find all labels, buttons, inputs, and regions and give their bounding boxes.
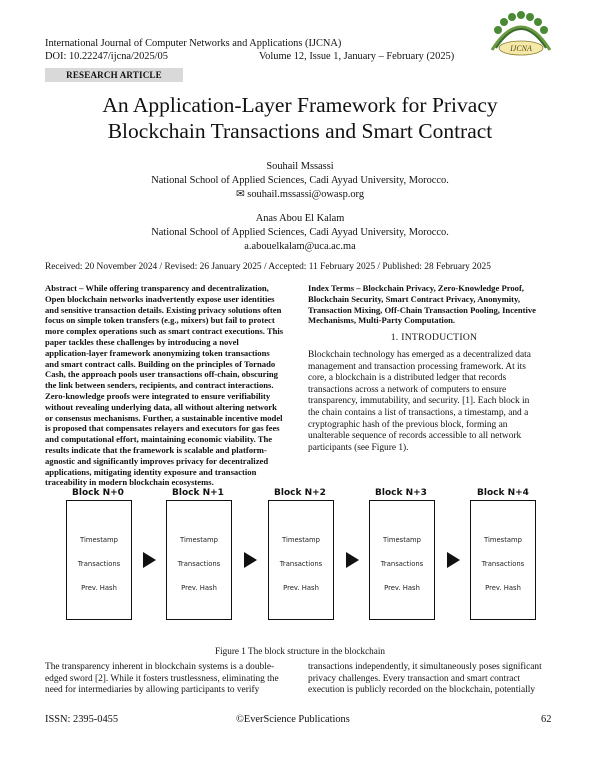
index-terms — [308, 283, 560, 326]
block-field-prev-hash: Prev. Hash — [81, 584, 117, 592]
block-box — [268, 500, 334, 620]
author-email[interactable]: a.abouelkalam@uca.ac.ma — [244, 241, 356, 252]
block-field-timestamp: Timestamp — [180, 536, 218, 544]
body-line: edged sword [2]. While it fosters trustlessness, eliminating the — [45, 673, 279, 684]
title-line: An Application-Layer Framework for Privacy — [102, 93, 498, 117]
author-affiliation: National School of Applied Sciences, Cadi Ayyad University, Morocco. — [151, 175, 449, 186]
block-field-transactions: Transactions — [177, 560, 221, 568]
index-terms-line: Transaction Mixing, Off-Chain Transaction Pooling, Incentive — [308, 304, 536, 315]
article-type-badge: RESEARCH ARTICLE — [45, 68, 183, 82]
author-block — [40, 212, 560, 254]
block-field-prev-hash: Prev. Hash — [485, 584, 521, 592]
index-terms-line: Mechanisms, Multi-Party Computation. — [308, 315, 456, 326]
figure-caption: Figure 1 The block structure in the blockchain — [214, 646, 385, 656]
block-box — [66, 500, 132, 620]
block-label: Block N+1 — [172, 488, 224, 498]
block-field-prev-hash: Prev. Hash — [283, 584, 319, 592]
block-label: Block N+2 — [274, 488, 326, 498]
block-field-timestamp: Timestamp — [282, 536, 320, 544]
block-field-timestamp: Timestamp — [484, 536, 522, 544]
block-field-transactions: Transactions — [380, 560, 424, 568]
intro-line: core, a blockchain is a distributed ledger that records — [308, 373, 507, 384]
arrow-right-icon — [244, 552, 257, 568]
block-box — [369, 500, 435, 620]
author-email-row — [40, 188, 560, 202]
doi: DOI: 10.22247/ijcna/2025/05 — [45, 51, 168, 62]
section-heading: 1. INTRODUCTION — [390, 332, 478, 343]
body-text-right — [308, 662, 560, 697]
block-field-prev-hash: Prev. Hash — [384, 584, 420, 592]
body-line: need for intermediaries by allowing participants to verify — [45, 685, 260, 696]
block-field-transactions: Transactions — [279, 560, 323, 568]
page-number: 62 — [541, 714, 552, 725]
abstract-line: focus on simple token transfers (e.g., mixers) but fail to protect — [45, 315, 275, 326]
footer-issn: ISSN: 2395-0455 — [45, 714, 119, 725]
paper-title — [40, 92, 560, 144]
index-terms-line: Blockchain Security, Smart Contract Privacy, Anonymity, — [308, 293, 520, 304]
index-terms-line: Index Terms – Blockchain Privacy, Zero-Knowledge Proof, — [308, 283, 524, 293]
intro-line: cryptographic hash of the previous block, forming an — [308, 419, 508, 430]
volume-issue: Volume 12, Issue 1, January – February (2025) — [259, 51, 455, 62]
intro-line: unalterable sequence of records accessible to all network — [308, 431, 522, 442]
title-line: Blockchain Transactions and Smart Contract — [107, 119, 493, 143]
arrow-right-icon — [143, 552, 156, 568]
intro-line: Blockchain technology has emerged as a decentralized data — [308, 350, 531, 360]
arrow-right-icon — [447, 552, 460, 568]
block-field-timestamp: Timestamp — [383, 536, 421, 544]
abstract-line: the link between senders, recipients, and contract interactions. — [45, 380, 274, 391]
abstract-line: traceability in modern blockchain ecosystems. — [45, 477, 214, 488]
author-block — [40, 160, 560, 202]
abstract-line: is proposed that compensates relayers and executors for gas fees — [45, 423, 280, 434]
block-label: Block N+0 — [72, 488, 124, 498]
block-field-timestamp: Timestamp — [80, 536, 118, 544]
abstract-line: paper tackles these challenges by introducing a novel — [45, 336, 239, 347]
abstract-line: applications, mitigating identity exposure and transaction — [45, 466, 257, 477]
abstract-line: and smart contract calls. Building on the principles of Tornado — [45, 358, 276, 369]
author-name: Souhail Mssassi — [266, 161, 334, 172]
abstract-line: Abstract – While offering transparency and decentralization, — [45, 283, 269, 293]
arrow-right-icon — [346, 552, 359, 568]
abstract-line: results indicate that the framework is scalable and platform- — [45, 444, 267, 455]
logo-text: IJCNA — [510, 44, 532, 53]
block-label: Block N+4 — [477, 488, 529, 498]
envelope-icon: ✉ — [235, 189, 245, 200]
publication-dates: Received: 20 November 2024 / Revised: 26 January 2025 / Accepted: 11 February 2025 / Published: 28 February 2025 — [45, 262, 491, 272]
body-line: execution is publicly recorded on the blockchain, potentially — [308, 685, 536, 696]
abstract-line: more complex operations such as smart contract executions. This — [45, 326, 284, 337]
journal-name: International Journal of Computer Networks and Applications (IJCNA) — [45, 38, 342, 49]
intro-line: participants (see Figure 1). — [308, 442, 409, 453]
intro-line: the chain contains a list of transactions, a timestamp, and a — [308, 407, 529, 418]
block-field-transactions: Transactions — [481, 560, 525, 568]
introduction-text — [308, 350, 560, 454]
body-text-left — [45, 662, 292, 697]
block-field-transactions: Transactions — [77, 560, 121, 568]
abstract-line: without revealing underlying data, all without altering network — [45, 401, 277, 412]
author-email[interactable]: souhail.mssassi@owasp.org — [247, 189, 365, 200]
abstract — [45, 283, 292, 488]
body-line: transactions independently, it simultaneously poses significant — [308, 662, 542, 672]
intro-line: transactions across a network of computers to ensure — [308, 384, 507, 395]
block-field-prev-hash: Prev. Hash — [181, 584, 217, 592]
body-line: The transparency inherent in blockchain systems is a double- — [45, 662, 275, 672]
block-label: Block N+3 — [375, 488, 427, 498]
block-box — [470, 500, 536, 620]
abstract-line: and sensitive transaction details. Existing privacy solutions often — [45, 304, 282, 315]
abstract-line: Open blockchain networks inadvertently expose user identities — [45, 293, 275, 304]
author-affiliation: National School of Applied Sciences, Cadi Ayyad University, Morocco. — [151, 227, 449, 238]
block-box — [166, 500, 232, 620]
journal-logo-icon — [484, 8, 558, 58]
abstract-line: or consensus mechanisms. Further, a sustainable incentive model — [45, 412, 283, 423]
abstract-line: Zero-knowledge proofs were integrated to ensure verifiability — [45, 390, 271, 401]
abstract-line: agnostic and significantly improves privacy for decentralized — [45, 455, 269, 466]
intro-line: management and transaction processing framework. At its — [308, 361, 526, 372]
abstract-line: Cash, the approach pools user transactions off-chain, obscuring — [45, 369, 278, 380]
intro-line: transparency, immutability, and security. [1]. Each block in — [308, 396, 530, 407]
author-name: Anas Abou El Kalam — [255, 213, 345, 224]
abstract-line: application-layer framework anonymizing token transactions — [45, 347, 270, 358]
footer-publisher: ©EverScience Publications — [236, 714, 350, 725]
body-line: privacy challenges. Every transaction and smart contract — [308, 673, 521, 684]
abstract-line: and computational effort, maintaining economic viability. The — [45, 434, 273, 445]
